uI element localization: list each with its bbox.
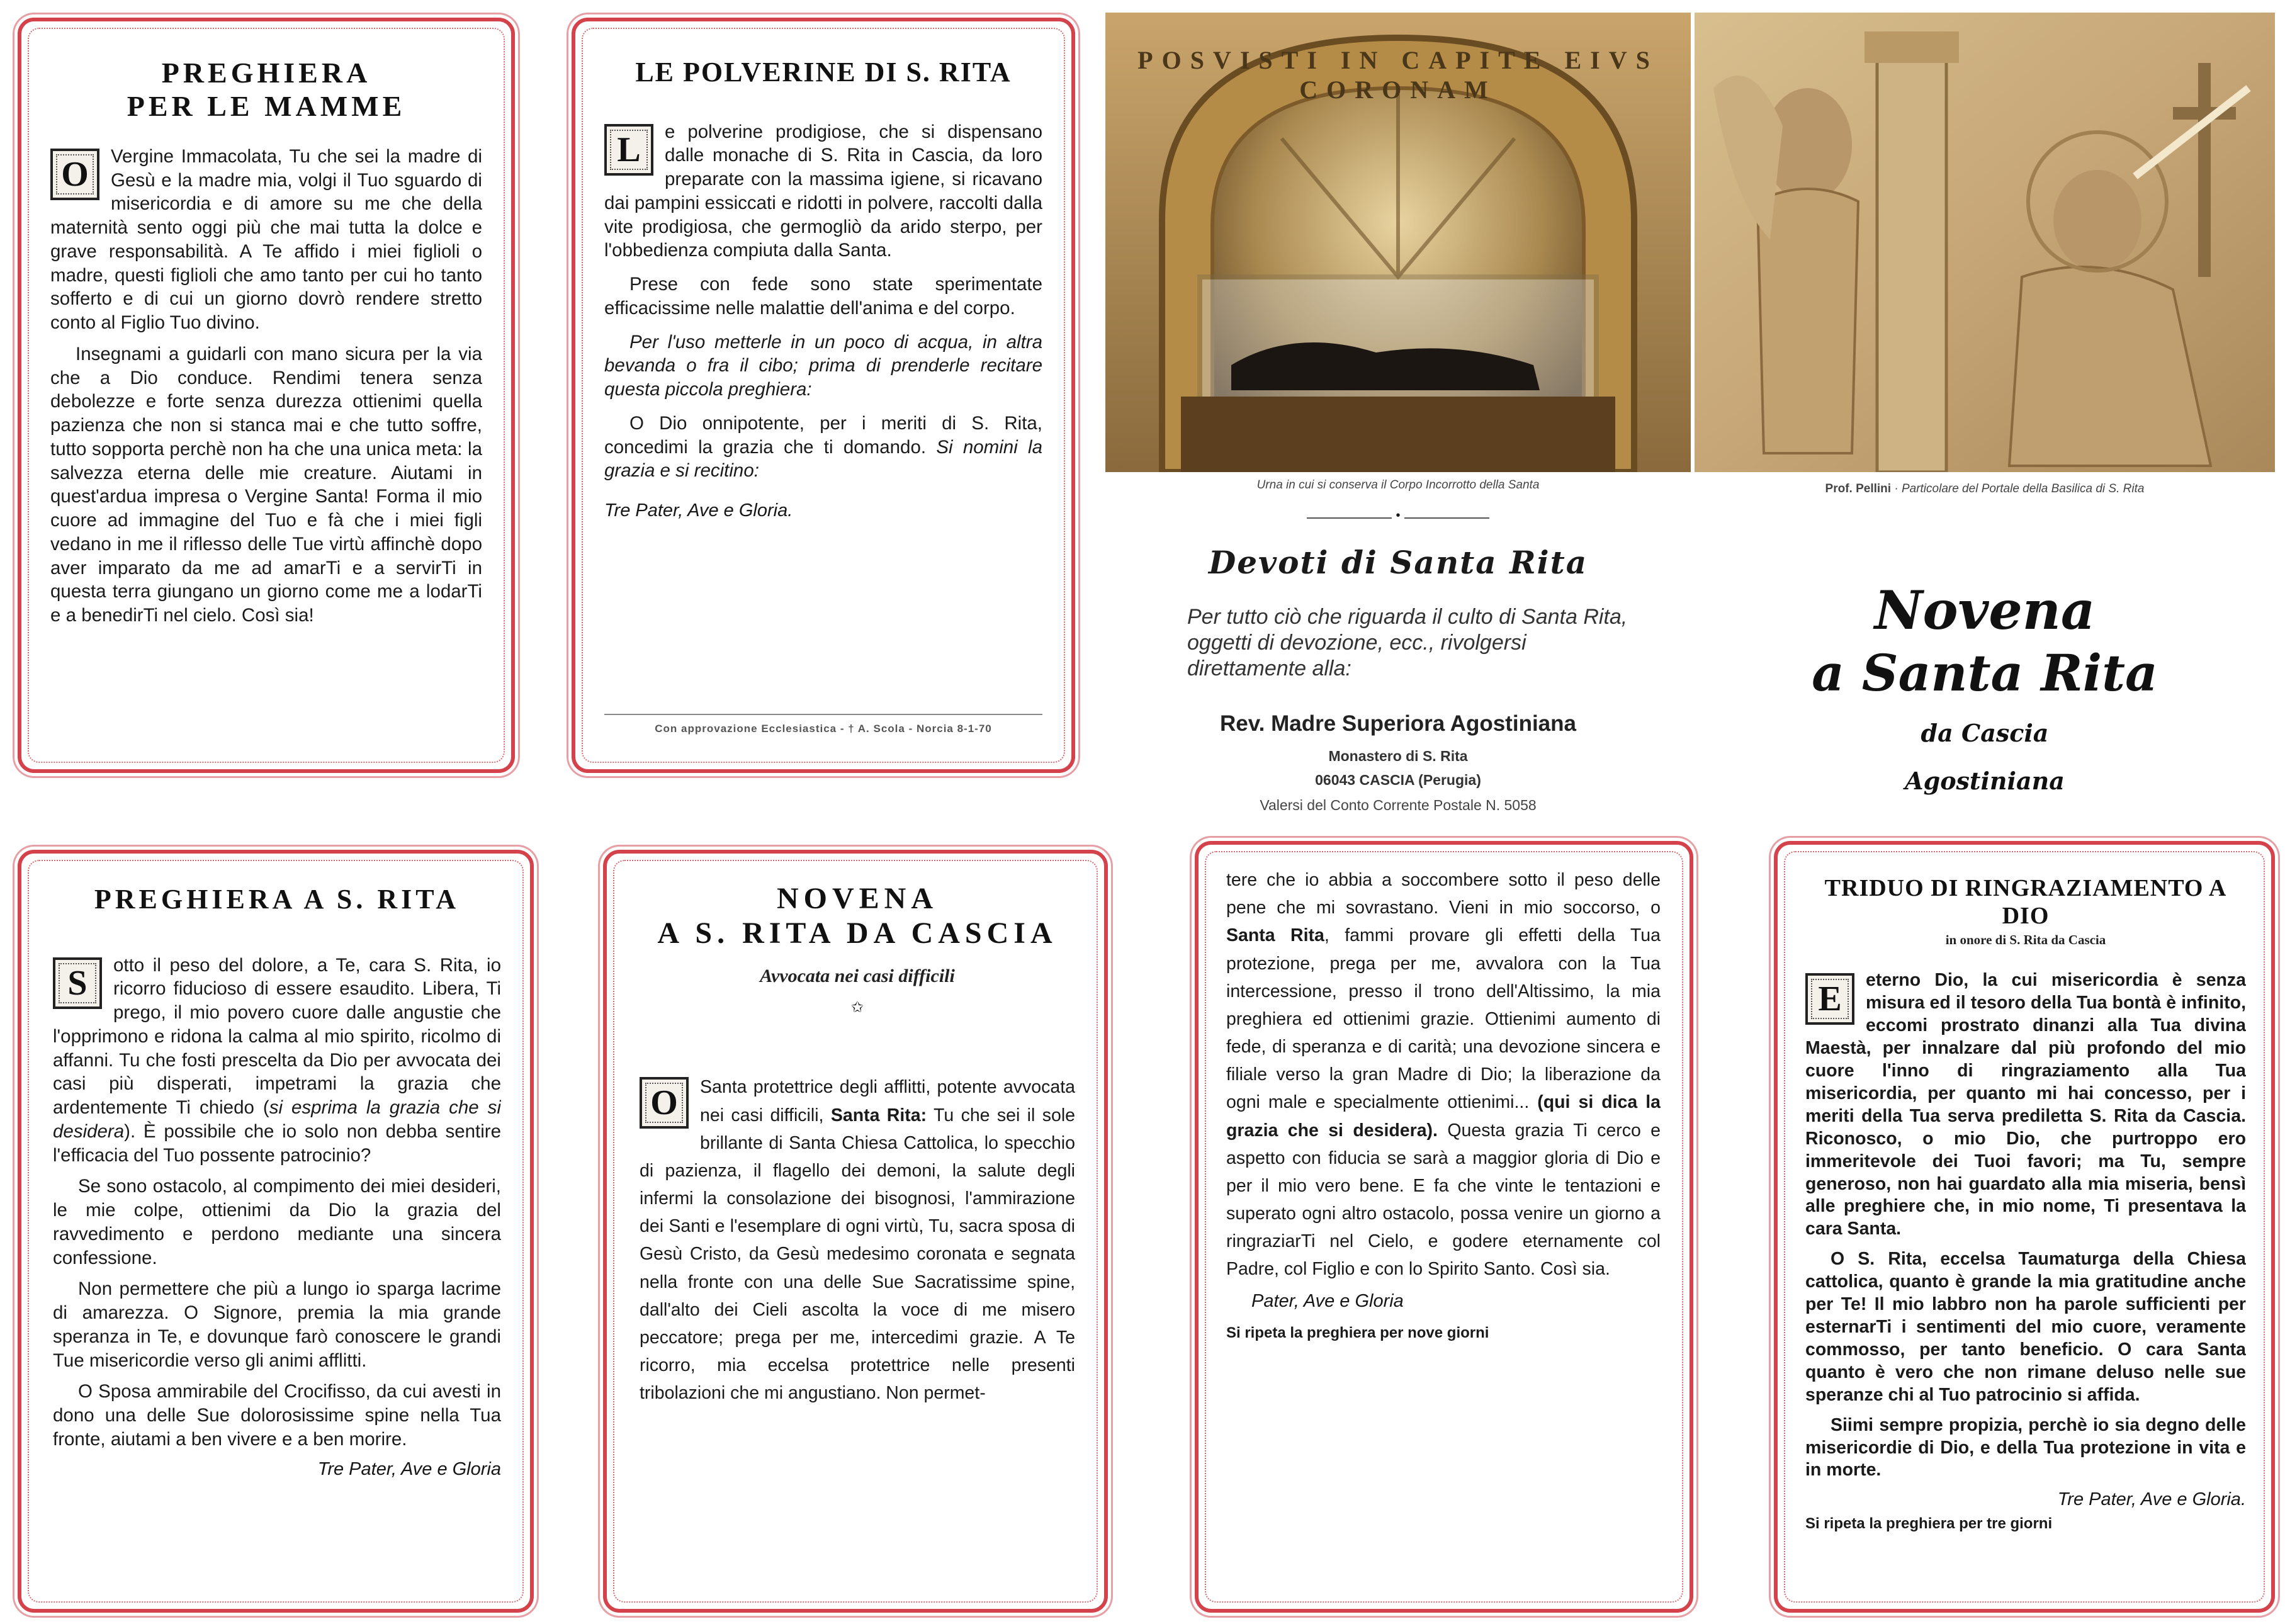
- prayer-paragraph: Santa protettrice degli afflitti, potente avvocata nei casi difficili, Santa Rita: Tu che sei il sole brillante di Santa Chiesa Cattolica, lo specchio di pazienza, il flagello dei demoni, la salute degli infermi la consolazione dei bisognosi, l'ammirazione dei Santi e l'esemplare di ogni virtù, Tu, sacra sposa di Gesù Cristo, da Gesù medesimo coronata e segnata nella fronte con una delle Sue Sacratissime spine, dall'alto dei Cieli ascolta la voce di me misero peccatore; prega per me, intercedimi grazie. A Te ricorro, mia eccelsa protettrice nelle presenti tribolazioni che mi angustiano. Non permet-: [640, 1077, 1075, 1404]
- cover-panel: [1695, 554, 2275, 818]
- card-title: NOVENA A S. RITA DA CASCIA: [657, 882, 1058, 950]
- card-title: TRIDUO DI RINGRAZIAMENTO A DIO: [1824, 875, 2227, 929]
- urn-caption: Urna in cui si conserva il Corpo Incorrotto della Santa: [1256, 478, 1540, 492]
- decorated-initial: E: [1805, 973, 1854, 1025]
- card-polverine: [572, 18, 1075, 773]
- closing-prayers: Tre Pater, Ave e Gloria: [317, 1458, 501, 1479]
- decorated-initial: O: [640, 1077, 689, 1129]
- prayer-paragraph: Siimi sempre propizia, perchè io sia degno delle misericordie di Dio, e della Tua protezione in vita e in morte.: [1805, 1414, 2246, 1480]
- address-line: 06043 CASCIA (Perugia): [1315, 772, 1481, 788]
- prayer-paragraph: Non permettere che più a lungo io sparga lacrime di amarezza. O Signore, premia la mia grande speranza in Te, e dovunque farò conoscere le grandi Tue misericordie verso gli animi afflitti.: [53, 1278, 501, 1371]
- portal-caption: Prof. Pellini · Particolare del Portale della Basilica di S. Rita: [1825, 482, 2145, 495]
- urn-photo: [1105, 13, 1691, 472]
- devoti-text: Per tutto ciò che riguarda il culto di Santa Rita, oggetti di devozione, ecc., rivolgersi direttamente alla:: [1187, 605, 1628, 680]
- addressee: Rev. Madre Superiora Agostiniana: [1220, 711, 1576, 736]
- card-subtitle: Avvocata nei casi difficili: [760, 966, 955, 987]
- prayer-paragraph: otto il peso del dolore, a Te, cara S. Rita, io ricorro fiducioso di essere esaudito. Libera, Ti prego, il mio povero cuore dalle angustie che l'opprimono e ridona la calma al mio spirito, ricolmo di affanni. Tu che fosti prescelta da Dio per avvocata dei casi più disperati, impetrami la grazia che ardentemente Ti chiedo (si esprima la grazia che si desidera). È possibile che io solo non debba sentire l'efficacia del Tuo possente patrocinio?: [53, 954, 501, 1166]
- card-subtitle: in onore di S. Rita da Cascia: [1945, 932, 2106, 948]
- card-title: LE POLVERINE DI S. RITA: [635, 57, 1012, 87]
- card-novena: [603, 850, 1108, 1613]
- card-preghiera-rita: [18, 850, 534, 1613]
- cover-subtitle: da Cascia: [1921, 719, 2049, 747]
- card-title: PREGHIERA PER LE MAMME: [127, 57, 406, 122]
- prayer-paragraph: O S. Rita, eccelsa Taumaturga della Chiesa cattolica, quanto è grande la mia gratitudine anche per Te! Il mio labbro non ha parole sufficienti per esternarTi i sentimenti del mio cuore, veramente commosso, per tanto beneficio. O cara Santa quanto è vero che non rimane deluso nelle sue speranze chi al Tuo patrocinio si affida.: [1805, 1249, 2246, 1405]
- portal-relief-image: [1695, 13, 2275, 472]
- ecclesiastical-approval: Con approvazione Ecclesiastica - † A. Scola - Norcia 8-1-70: [604, 714, 1042, 735]
- prayer-paragraph: tere che io abbia a soccombere sotto il peso delle pene che mi sovrastano. Vieni in mio soccorso, o Santa Rita, fammi provare gli effetti della Tua protezione, prega per me, avvalora con la Tua intercessione, presso il trono dell'Altissimo, la mia preghiera ed ottienimi grazie. Ottienimi aumento di fede, di speranza e di carità; una devozione sincera e filiale verso la gran Madre di Dio; la liberazione da ogni male e specialmente ottienimi... (qui si dica la grazia che si desidera). Questa grazia Ti cerco e aspetto con fiducia se sarà a maggior gloria di Dio e per il mio vero bene. E fa che vinte le tentazioni e superato ogni altro ostacolo, possa venire un giorno a ringraziarTi nel Cielo, e godere eternamente col Padre, col Figlio e con lo Spirito Santo. Così sia.: [1226, 870, 1661, 1280]
- prayer-paragraph: O Sposa ammirabile del Crocifisso, da cui avesti in dono una delle Sue dolorosissime spine nella Tua fronte, aiutami a ben vivere e a ben morire.: [53, 1381, 501, 1450]
- closing-prayers: Tre Pater, Ave e Gloria.: [2057, 1489, 2246, 1510]
- closing-prayers: Pater, Ave e Gloria: [1251, 1290, 1404, 1311]
- prayer-paragraph: Insegnami a guidarli con mano sicura per la via che a Dio conduce. Rendimi tenera senza debolezze e forte senza durezza ottienimi quella pazienza che non si stanca mai e che tutto soffre, tutto sopporta perchè non ha che una unica meta: la salvezza eterna delle mie creature. Aiutami in quest'ardua impresa o Vergine Santa! Forma il mio cuore ad immagine del Tuo e fà che i miei figli vedano in me il riflesso delle Tue virtù affinchè dopo aver imparato da me ad amarTi e a servirTi in questa terra giungano un giorno come me a lodarTi e a benedirTi nel cielo. Così sia!: [50, 343, 482, 626]
- instructions-paragraph: Per l'uso metterle in un poco di acqua, in altra bevanda o fra il cibo; prima di prenderle recitare questa piccola preghiera:: [604, 331, 1042, 400]
- cover-subtitle: Agostiniana: [1905, 767, 2065, 795]
- star-ornament: ✩: [850, 999, 864, 1017]
- card-triduo: [1774, 841, 2275, 1613]
- repeat-note: Si ripeta la preghiera per nove giorni: [1226, 1324, 1489, 1341]
- arch-inscription: POSVISTI IN CAPITE EIVS CORONAM: [1137, 46, 1659, 104]
- prayer-paragraph: Se sono ostacolo, al compimento dei miei desideri, le mie colpe, ottienimi da Dio la grazia del ravvedimento e perdono mediante una sincera confessione.: [53, 1176, 501, 1268]
- address-line: Monastero di S. Rita: [1328, 748, 1468, 764]
- card-title: PREGHIERA A S. RITA: [94, 884, 460, 915]
- cover-title: Novena: [1874, 579, 2096, 641]
- back-panel-devoti: [1105, 504, 1691, 831]
- card-preghiera-mamme: [18, 18, 515, 773]
- decorated-initial: S: [53, 957, 102, 1009]
- prayer-paragraph: Prese con fede sono state sperimentate efficacissime nelle malattie dell'anima e del corpo.: [604, 274, 1042, 319]
- closing-prayers: Tre Pater, Ave e Gloria.: [604, 500, 793, 521]
- portal-photo: [1695, 13, 2275, 472]
- decorated-initial: O: [50, 149, 99, 200]
- repeat-note: Si ripeta la preghiera per tre giorni: [1805, 1515, 2053, 1533]
- cover-title: a Santa Rita: [1812, 643, 2158, 702]
- divider: •: [1307, 517, 1489, 533]
- prayer-paragraph: Vergine Immacolata, Tu che sei la madre di Gesù e la madre mia, volgi il Tuo sguardo di misericordia e di amore su me che della maternità sento oggi più che mai tutta la dolce e grave responsabilità. A Te affido i miei figlioli o madre, questi figlioli che amo tanto per cui ho tanto sofferto e di cui un giorno dovrò rendere stretto conto al Figlio Tuo divino.: [50, 145, 482, 334]
- devoti-title: Devoti di Santa Rita: [1208, 544, 1588, 581]
- decorated-initial: L: [604, 124, 653, 176]
- prayer-paragraph: e polverine prodigiose, che si dispensano dalle monache di S. Rita in Cascia, da loro preparate con la massima igiene, si ricavano dai pampini essiccati e ridotti in polvere, raccolti dalla vite prodigiosa, che germogliò da arido sterpo, per l'obbedienza compiuta dalla Santa.: [604, 121, 1042, 261]
- card-novena-continued: [1195, 841, 1693, 1613]
- postal-account: Valersi del Conto Corrente Postale N. 5058: [1260, 797, 1537, 813]
- prayer-paragraph: eterno Dio, la cui misericordia è senza misura ed il tesoro della Tua bontà è infinito, eccomi prostrato dinanzi alla Tua divina Maestà, per innalzare dal più profondo del mio cuore l'inno di ringraziamento alla Tua misericordia, per quanto mi hai concesso, per i meriti della Tua serva prediletta S. Rita da Cascia. Riconosco, o mio Dio, che purtroppo ero immeritevole dei Tuoi favori; ma Tu, sempre generoso, non hai guardato alla mia miseria, bensì alle preghiere che, in mio nome, Ti presentava la cara Santa.: [1805, 970, 2246, 1239]
- short-prayer: O Dio onnipotente, per i meriti di S. Rita, concedimi la grazia che ti domando. Si nomini la grazia e si recitino:: [604, 412, 1042, 482]
